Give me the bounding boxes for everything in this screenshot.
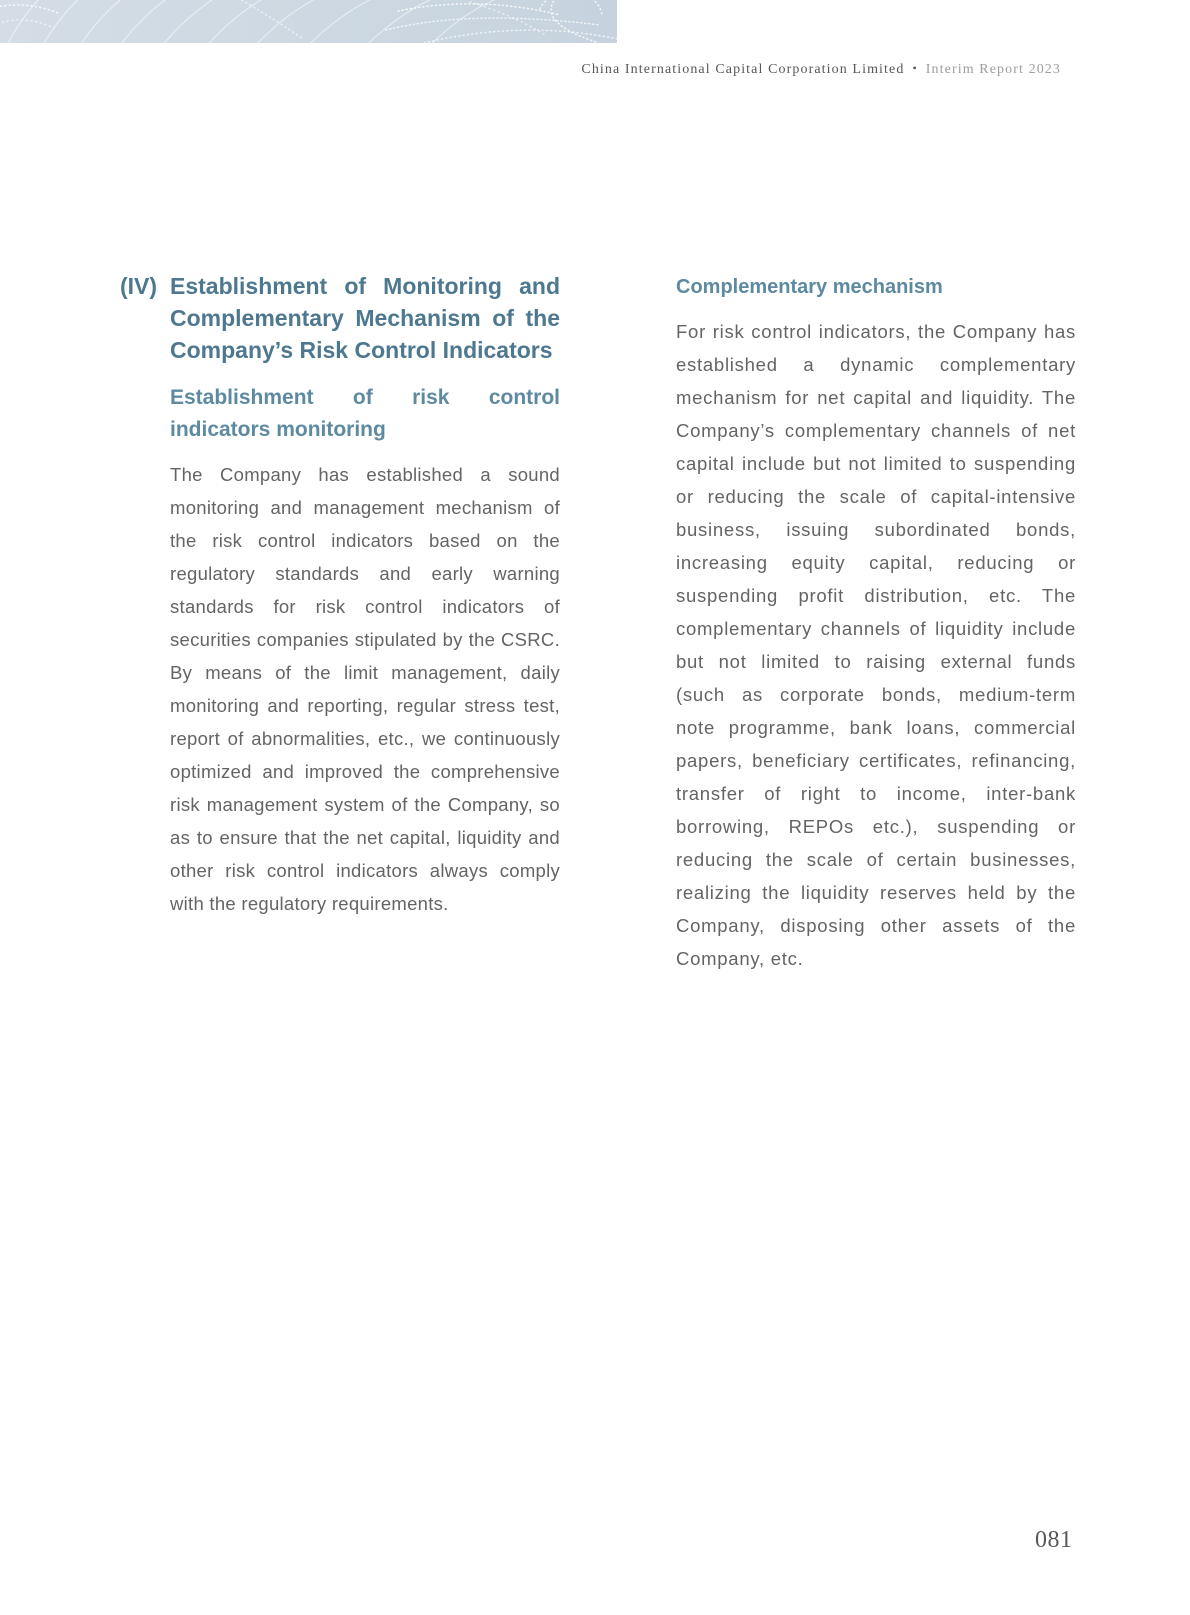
header-banner-graphic — [0, 0, 617, 43]
section-heading — [120, 270, 560, 366]
left-column — [120, 270, 560, 920]
running-header — [581, 61, 1061, 78]
page-number: 081 — [1035, 1527, 1073, 1553]
paragraph-complementary: For risk control indicators, the Company has established a dynamic complementary mechanism for net capital and liquidity. The Company’s complementary channels of net capital include but not limited to suspending or reducing the scale of capital-intensive business, issuing subordinated bonds, increasing equity capital, reducing or suspending profit distribution, etc. The complementary channels of liquidity include but not limited to raising external funds (such as corporate bonds, medium-term note programme, bank loans, commercial papers, beneficiary certificates, refinancing, transfer of right to income, inter-bank borrowing, REPOs etc.), suspending or reducing the scale of certain businesses, realizing the liquidity reserves held by the Company, disposing other assets of the Company, etc. — [676, 321, 1076, 969]
right-column — [676, 272, 1076, 975]
section-title: Establishment of Monitoring and Complementary Mechanism of the Company’s Risk Control Indicators — [170, 273, 560, 363]
header-separator-dot: • — [912, 61, 918, 75]
paragraph-monitoring: The Company has established a sound monitoring and management mechanism of the risk control indicators based on the regulatory standards and early warning standards for risk control indicators of securities companies stipulated by the CSRC. By means of the limit management, daily monitoring and reporting, regular stress test, report of abnormalities, etc., we continuously optimized and improved the comprehensive risk management system of the Company, so as to ensure that the net capital, liquidity and other risk control indicators always comply with the regulatory requirements. — [170, 464, 560, 914]
header-report-title: Interim Report 2023 — [925, 62, 1061, 77]
subsection-title-complementary: Complementary mechanism — [676, 276, 943, 298]
subsection-title-monitoring: Establishment of risk control indicators monitoring — [170, 386, 560, 441]
banner-background — [0, 0, 617, 43]
section-number: (IV) — [120, 273, 158, 299]
header-company-name: China International Capital Corporation Limited — [581, 62, 905, 77]
